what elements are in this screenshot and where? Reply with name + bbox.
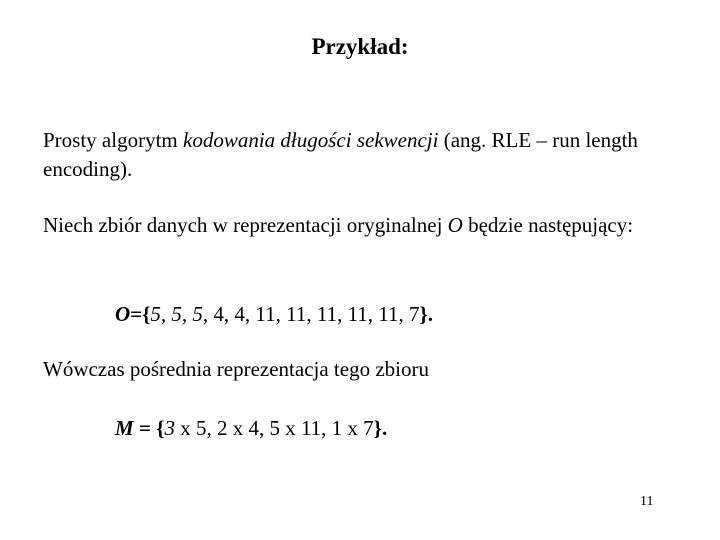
formula-original-set [115, 300, 433, 329]
formula-m-eq-open: = { [133, 416, 165, 440]
formula-o-eq-open: ={ [130, 302, 151, 326]
paragraph-intermediate: Wówczas pośrednia reprezentacja tego zbioru [43, 357, 429, 381]
para1-text-after: (ang. RLE – run length encoding). [43, 128, 638, 181]
paragraph-dataset-intro [43, 211, 683, 240]
formula-o-plain-values: 4, 4, 11, 11, 11, 11, 11, 7 [208, 302, 420, 326]
para2-text-before: Niech zbiór danych w reprezentacji oryginalnej [43, 213, 448, 237]
formula-m-close: }. [373, 416, 388, 440]
para1-text-before: Prosty algorytm [43, 128, 183, 152]
para2-italic-symbol: O [447, 213, 463, 237]
formula-m-plain-values: x 5, 2 x 4, 5 x 11, 1 x 7 [174, 416, 374, 440]
formula-o-italic-values: 5, 5, 5, [150, 302, 209, 326]
formula-o-close: }. [419, 302, 434, 326]
formula-encoded-set [115, 414, 387, 443]
formula-o-symbol: O [115, 302, 131, 326]
formula-m-italic-value: 3 [164, 416, 175, 440]
slide-title: Przykład: [311, 34, 409, 59]
para2-text-after: będzie następujący: [462, 213, 634, 237]
para1-italic-term: kodowania długości sekwencji [183, 128, 439, 152]
formula-m-symbol: M [115, 416, 134, 440]
page-number: 11 [640, 494, 654, 509]
paragraph-rle-intro [43, 126, 683, 184]
